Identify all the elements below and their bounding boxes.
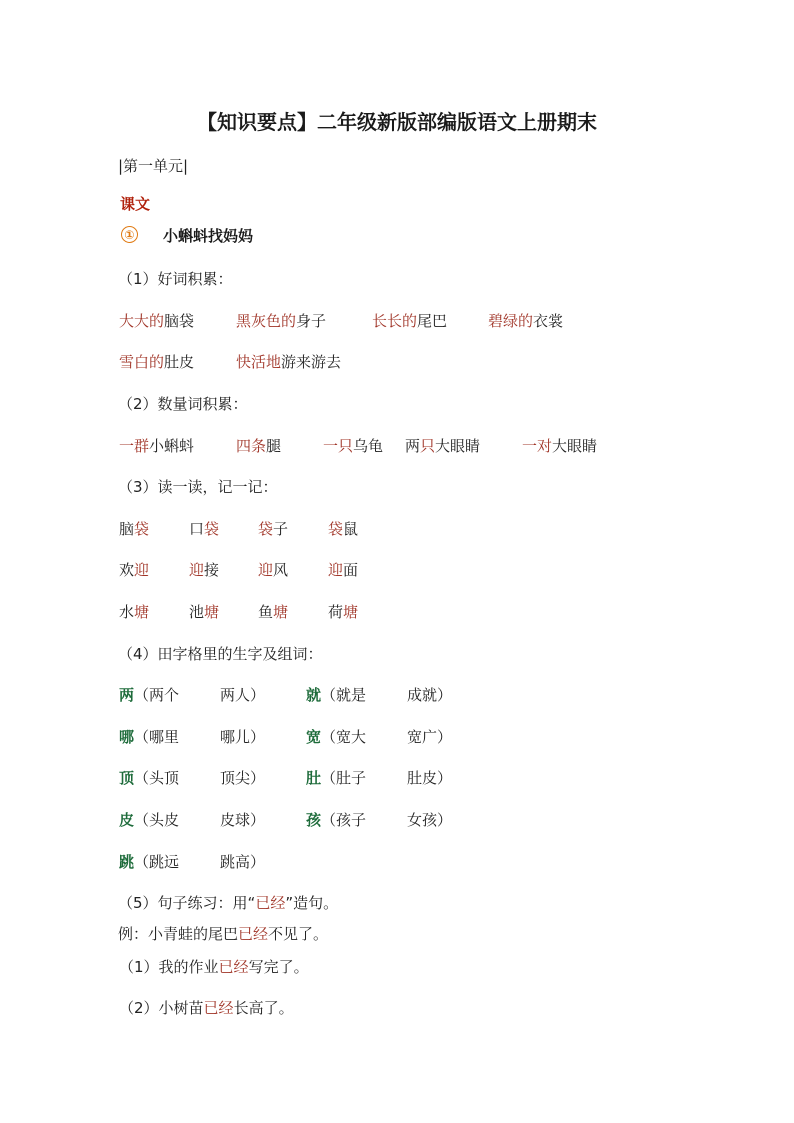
character-entry: 宽（宽大	[306, 728, 367, 746]
character-entry-word: 皮球）	[220, 811, 266, 829]
subsection-heading-5: （5）句子练习：用“已经”造句。	[118, 894, 339, 912]
character-entry: 就（就是	[306, 686, 367, 704]
word-item: 四条腿	[236, 437, 282, 455]
character-entry-word: 肚皮）	[407, 769, 453, 787]
word-item: 欢迎	[119, 561, 150, 579]
word-item: 雪白的肚皮	[119, 353, 195, 371]
page-title: 【知识要点】二年级新版部编版语文上册期末	[197, 110, 597, 134]
word-item: 荷塘	[328, 603, 359, 621]
answer-sentence-2: （2）小树苗已经长高了。	[119, 999, 294, 1017]
character-entry-word: 女孩）	[407, 811, 453, 829]
character-entry-word: 宽广）	[407, 728, 453, 746]
word-item: 口袋	[189, 520, 220, 538]
character-entry-word: 成就）	[407, 686, 453, 704]
word-item: 黑灰色的身子	[236, 312, 327, 330]
character-entry-word: 两人）	[220, 686, 266, 704]
character-entry: 跳（跳远	[119, 853, 180, 871]
section-label: 课文	[120, 195, 151, 213]
example-sentence: 例：小青蛙的尾巴已经不见了。	[118, 925, 329, 943]
word-item: 迎风	[258, 561, 289, 579]
word-item: 大大的脑袋	[119, 312, 195, 330]
word-item: 一只乌龟	[323, 437, 384, 455]
subsection-heading-3: （3）读一读，记一记：	[118, 478, 278, 496]
character-entry-word: 跳高）	[220, 853, 266, 871]
word-item: 鱼塘	[258, 603, 289, 621]
word-item: 一群小蝌蚪	[119, 437, 195, 455]
word-item: 碧绿的衣裳	[488, 312, 564, 330]
answer-sentence-1: （1）我的作业已经写完了。	[119, 958, 309, 976]
subsection-heading-2: （2）数量词积累：	[118, 395, 248, 413]
word-item: 袋鼠	[328, 520, 359, 538]
character-entry: 哪（哪里	[119, 728, 180, 746]
word-item: 池塘	[189, 603, 220, 621]
subsection-heading-4: （4）田字格里的生字及组词：	[118, 645, 323, 663]
character-entry: 肚（肚子	[306, 769, 367, 787]
character-entry: 皮（头皮	[119, 811, 180, 829]
character-entry-word: 顶尖）	[220, 769, 266, 787]
word-item: 脑袋	[119, 520, 150, 538]
unit-label: |第一单元|	[118, 157, 189, 175]
character-entry: 孩（孩子	[306, 811, 367, 829]
word-item: 两只大眼睛	[405, 437, 481, 455]
character-entry: 顶（头顶	[119, 769, 180, 787]
lesson-title: 小蝌蚪找妈妈	[163, 227, 254, 245]
word-item: 长长的尾巴	[372, 312, 448, 330]
character-entry: 两（两个	[119, 686, 180, 704]
word-item: 袋子	[258, 520, 289, 538]
word-item: 快活地游来游去	[236, 353, 342, 371]
character-entry-word: 哪儿）	[220, 728, 266, 746]
word-item: 一对大眼睛	[522, 437, 598, 455]
subsection-heading-1: （1）好词积累：	[118, 270, 233, 288]
word-item: 迎面	[328, 561, 359, 579]
word-item: 水塘	[119, 603, 150, 621]
lesson-number-badge: ①	[121, 226, 138, 243]
word-item: 迎接	[189, 561, 220, 579]
